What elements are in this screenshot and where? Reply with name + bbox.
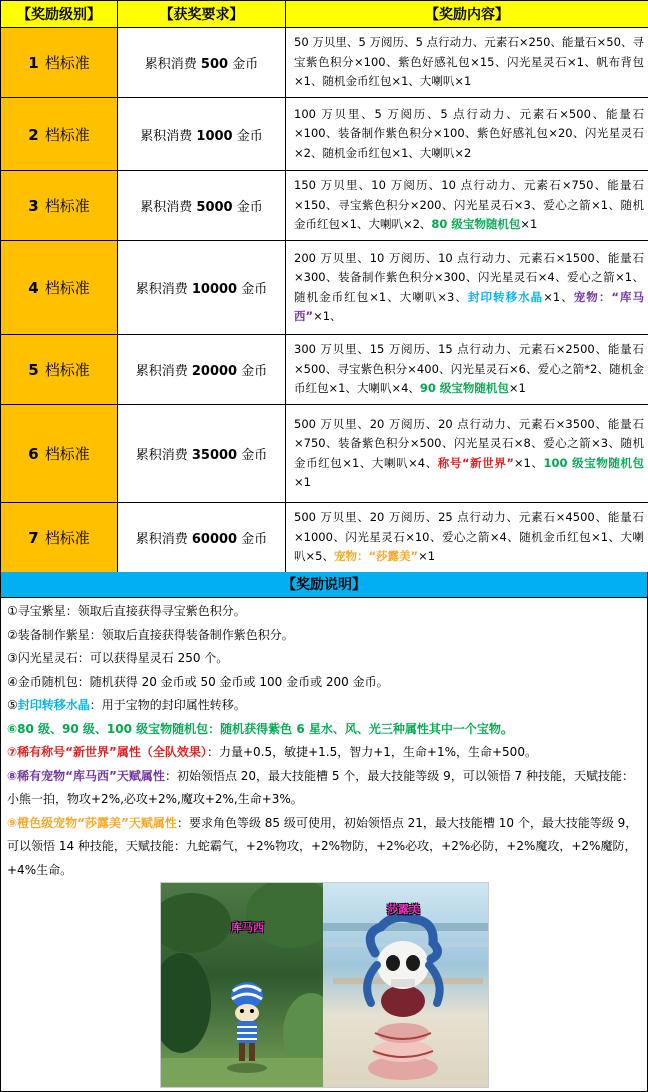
requirement-prefix: 累积消费 [140, 128, 197, 144]
requirement-amount: 1000 [196, 128, 233, 144]
explanation-note-text: ⑥80 级、90 级、100 级宝物随机包：随机获得紫色 6 星水、风、光三种属性其中一个宝物。 [7, 721, 513, 736]
requirement-suffix: 金币 [237, 532, 268, 547]
explanation-note [7, 765, 641, 812]
reward-level-number: 6 [28, 445, 39, 463]
pet-images [160, 882, 489, 1088]
reward-row [1, 503, 648, 573]
reward-content-text: ×1 [508, 381, 526, 396]
explanation-note [7, 812, 641, 883]
header-level: 【奖励级别】 [1, 1, 118, 28]
reward-content-text: 150 万贝里、10 万阅历、10 点行动力、元素石×750、能量石×150、寻宝紫色积分×200、闪光星灵石×3、爱心之箭×1、随机金币红包×1、大喇叭×2、 [294, 178, 644, 232]
requirement-prefix: 累积消费 [135, 282, 192, 297]
reward-content-cell [286, 335, 648, 405]
reward-level-label: 档标准 [44, 125, 90, 144]
explanation-note-text: ⑦稀有称号“新世界”属性（全队效果） [7, 745, 207, 759]
explanation-note [7, 647, 641, 671]
reward-requirement-cell [118, 28, 286, 98]
explanation-note-text: ：要求角色等级 85 级可使用，初始领悟点 21，最大技能槽 10 个，最大技能等级 9，可以领悟 14 种技能，天赋技能：九蛇霸气，+2%物攻，+2%物防，+2%必攻，+2%必防，+2%魔攻，+2%魔防，+4%生命。 [7, 815, 638, 877]
reward-content-cell [286, 241, 648, 335]
reward-content-text: 封印转移水晶 [467, 289, 544, 304]
reward-level-cell [1, 98, 118, 171]
reward-content-cell [286, 98, 648, 171]
explanation-note [7, 718, 641, 742]
reward-level-label: 档标准 [44, 529, 90, 547]
requirement-suffix: 金币 [228, 57, 259, 72]
reward-content-cell [286, 503, 648, 573]
reward-level-label: 档标准 [44, 445, 90, 463]
reward-level-cell [1, 405, 118, 503]
explanation-note [7, 624, 641, 648]
pet-kumaxi-illustration [161, 883, 323, 1088]
explanation-note-text: ⑤ [7, 698, 18, 712]
table-header-row [1, 1, 648, 28]
pet-shalumei-name: 莎露美 [387, 903, 420, 916]
explanation-note-text: ：力量+0.5，敏捷+1.5，智力+1，生命+1%，生命+500。 [206, 745, 537, 759]
reward-level-number: 2 [28, 125, 39, 144]
reward-level-cell [1, 28, 118, 98]
requirement-amount: 60000 [191, 532, 238, 547]
reward-content-text: 称号“新世界” [437, 455, 514, 470]
reward-level-cell [1, 503, 118, 573]
reward-row [1, 335, 648, 405]
reward-level-label: 档标准 [44, 279, 90, 297]
reward-level-number: 4 [28, 279, 39, 297]
reward-level-label: 档标准 [44, 197, 90, 215]
requirement-prefix: 累积消费 [135, 448, 192, 463]
reward-level-cell [1, 241, 118, 335]
reward-content-cell [286, 405, 648, 503]
explanation-note [7, 741, 641, 765]
explanation-note [7, 671, 641, 695]
reward-row [1, 28, 648, 98]
header-content: 【奖励内容】 [286, 1, 648, 28]
requirement-suffix: 金币 [237, 364, 268, 379]
requirement-amount: 20000 [191, 364, 238, 379]
reward-level-number: 1 [28, 54, 39, 72]
reward-row [1, 98, 648, 171]
reward-content-text: ×1、 [513, 455, 544, 470]
reward-requirement-cell [118, 335, 286, 405]
reward-level-number: 7 [28, 529, 39, 547]
reward-content-text: ×1、 [543, 289, 574, 304]
reward-level-label: 档标准 [44, 361, 90, 379]
explanation-note-text: ⑨橙色级宠物“莎露美”天赋属性 [7, 815, 177, 830]
reward-content-text: 100 万贝里、5 万阅历、5 点行动力、元素石×500、能量石×100、装备制作紫色积分×100、紫色好感礼包×20、闪光星灵石×2、随机金币红包×1、大喇叭×2 [294, 106, 644, 160]
explanation-note [7, 600, 641, 624]
reward-level-number: 5 [28, 361, 39, 379]
reward-row [1, 171, 648, 241]
reward-level-number: 3 [28, 197, 39, 215]
reward-content-text: 90 级宝物随机包 [419, 381, 509, 396]
requirement-suffix: 金币 [232, 128, 263, 144]
reward-content-text: 80 级宝物随机包 [431, 217, 521, 232]
requirement-prefix: 累积消费 [140, 200, 197, 215]
requirement-prefix: 累积消费 [135, 364, 192, 379]
reward-content-text: 50 万贝里、5 万阅历、5 点行动力、元素石×250、能量石×50、寻宝紫色积分×100、紫色好感礼包×15、闪光星灵石×1、帆布背包×1、随机金币红包×1、大喇叭×1 [294, 35, 644, 89]
reward-row [1, 405, 648, 503]
reward-content-cell [286, 171, 648, 241]
reward-requirement-cell [118, 241, 286, 335]
requirement-suffix: 金币 [237, 282, 268, 297]
reward-level-cell [1, 335, 118, 405]
explanation-notes [1, 598, 647, 884]
reward-requirement-cell [118, 405, 286, 503]
reward-content-text: ×1 [520, 217, 538, 232]
pet-kumaxi-name: 库马西 [231, 921, 264, 934]
requirement-amount: 500 [200, 57, 229, 72]
requirement-amount: 35000 [191, 448, 238, 463]
reward-content-text: ×1、 [313, 309, 342, 323]
reward-content-text: 500 万贝里、20 万阅历、20 点行动力、元素石×3500、能量石×750、装备紫色积分×500、闪光星灵石×8、爱心之箭×3、随机金币红包×1、大喇叭×4、 [294, 416, 644, 470]
reward-level-label: 档标准 [44, 54, 90, 72]
reward-row [1, 241, 648, 335]
reward-requirement-cell [118, 171, 286, 241]
reward-content-text: 100 级宝物随机包 [543, 455, 645, 470]
pet-shalumei-image [323, 883, 489, 1088]
reward-content-text: ×1 [294, 475, 311, 489]
reward-content-text: ×1 [418, 549, 436, 564]
reward-level-cell [1, 171, 118, 241]
explanation-note-text: ：用于宝物的封印属性转移。 [89, 698, 246, 712]
reward-content-cell [286, 28, 648, 98]
explanation-title: 【奖励说明】 [1, 572, 647, 598]
requirement-prefix: 累积消费 [135, 532, 192, 547]
reward-requirement-cell [118, 503, 286, 573]
pet-kumaxi-image [161, 883, 323, 1088]
explanation-note-text: ③闪光星灵石：可以获得星灵石 250 个。 [7, 651, 229, 665]
reward-content-text: 200 万贝里、10 万阅历、10 点行动力、元素石×1500、能量石×300、装备制作紫色积分×300、闪光星灵石×4、爱心之箭×1、随机金币红包×1、大喇叭×3、 [294, 250, 644, 304]
explanation-note-text: ④金币随机包：随机获得 20 金币或 50 金币或 100 金币或 200 金币。 [7, 674, 389, 689]
explanation-note-text: ①寻宝紫星：领取后直接获得寻宝紫色积分。 [7, 604, 246, 618]
requirement-amount: 5000 [196, 200, 233, 215]
requirement-prefix: 累积消费 [144, 57, 201, 72]
reward-content-text: 500 万贝里、20 万阅历、25 点行动力、元素石×4500、能量石×1000、闪光星灵石×10、爱心之箭×4、随机金币红包×1、大喇叭×5、 [294, 510, 644, 564]
explanation-note [7, 694, 641, 718]
requirement-suffix: 金币 [237, 448, 268, 463]
reward-content-text: 宠物：“莎露美” [333, 549, 419, 564]
requirement-amount: 10000 [191, 282, 238, 297]
explanation-note-text: ：初始领悟点 20，最大技能槽 5 个，最大技能等级 9，可以领悟 7 种技能，天赋技能：小熊一拍，物攻+2%,必攻+2%,魔攻+2%,生命+3%。 [7, 768, 635, 806]
reward-requirement-cell [118, 98, 286, 171]
reward-content-text: 宠物：“库马西” [294, 289, 645, 323]
explanation-note-text: ⑧稀有宠物“库马西”天赋属性 [7, 768, 165, 783]
header-requirement: 【获奖要求】 [118, 1, 286, 28]
requirement-suffix: 金币 [232, 200, 263, 215]
explanation-note-text: 封印转移水晶 [17, 698, 90, 712]
reward-content-text: 300 万贝里、15 万阅历、15 点行动力、元素石×2500、能量石×500、寻宝紫色积分×400、闪光星灵石×6、爱心之箭*2、随机金币红包×1、大喇叭×4、 [294, 342, 644, 396]
explanation-note-text: ②装备制作紫星：领取后直接获得装备制作紫色积分。 [7, 627, 294, 642]
